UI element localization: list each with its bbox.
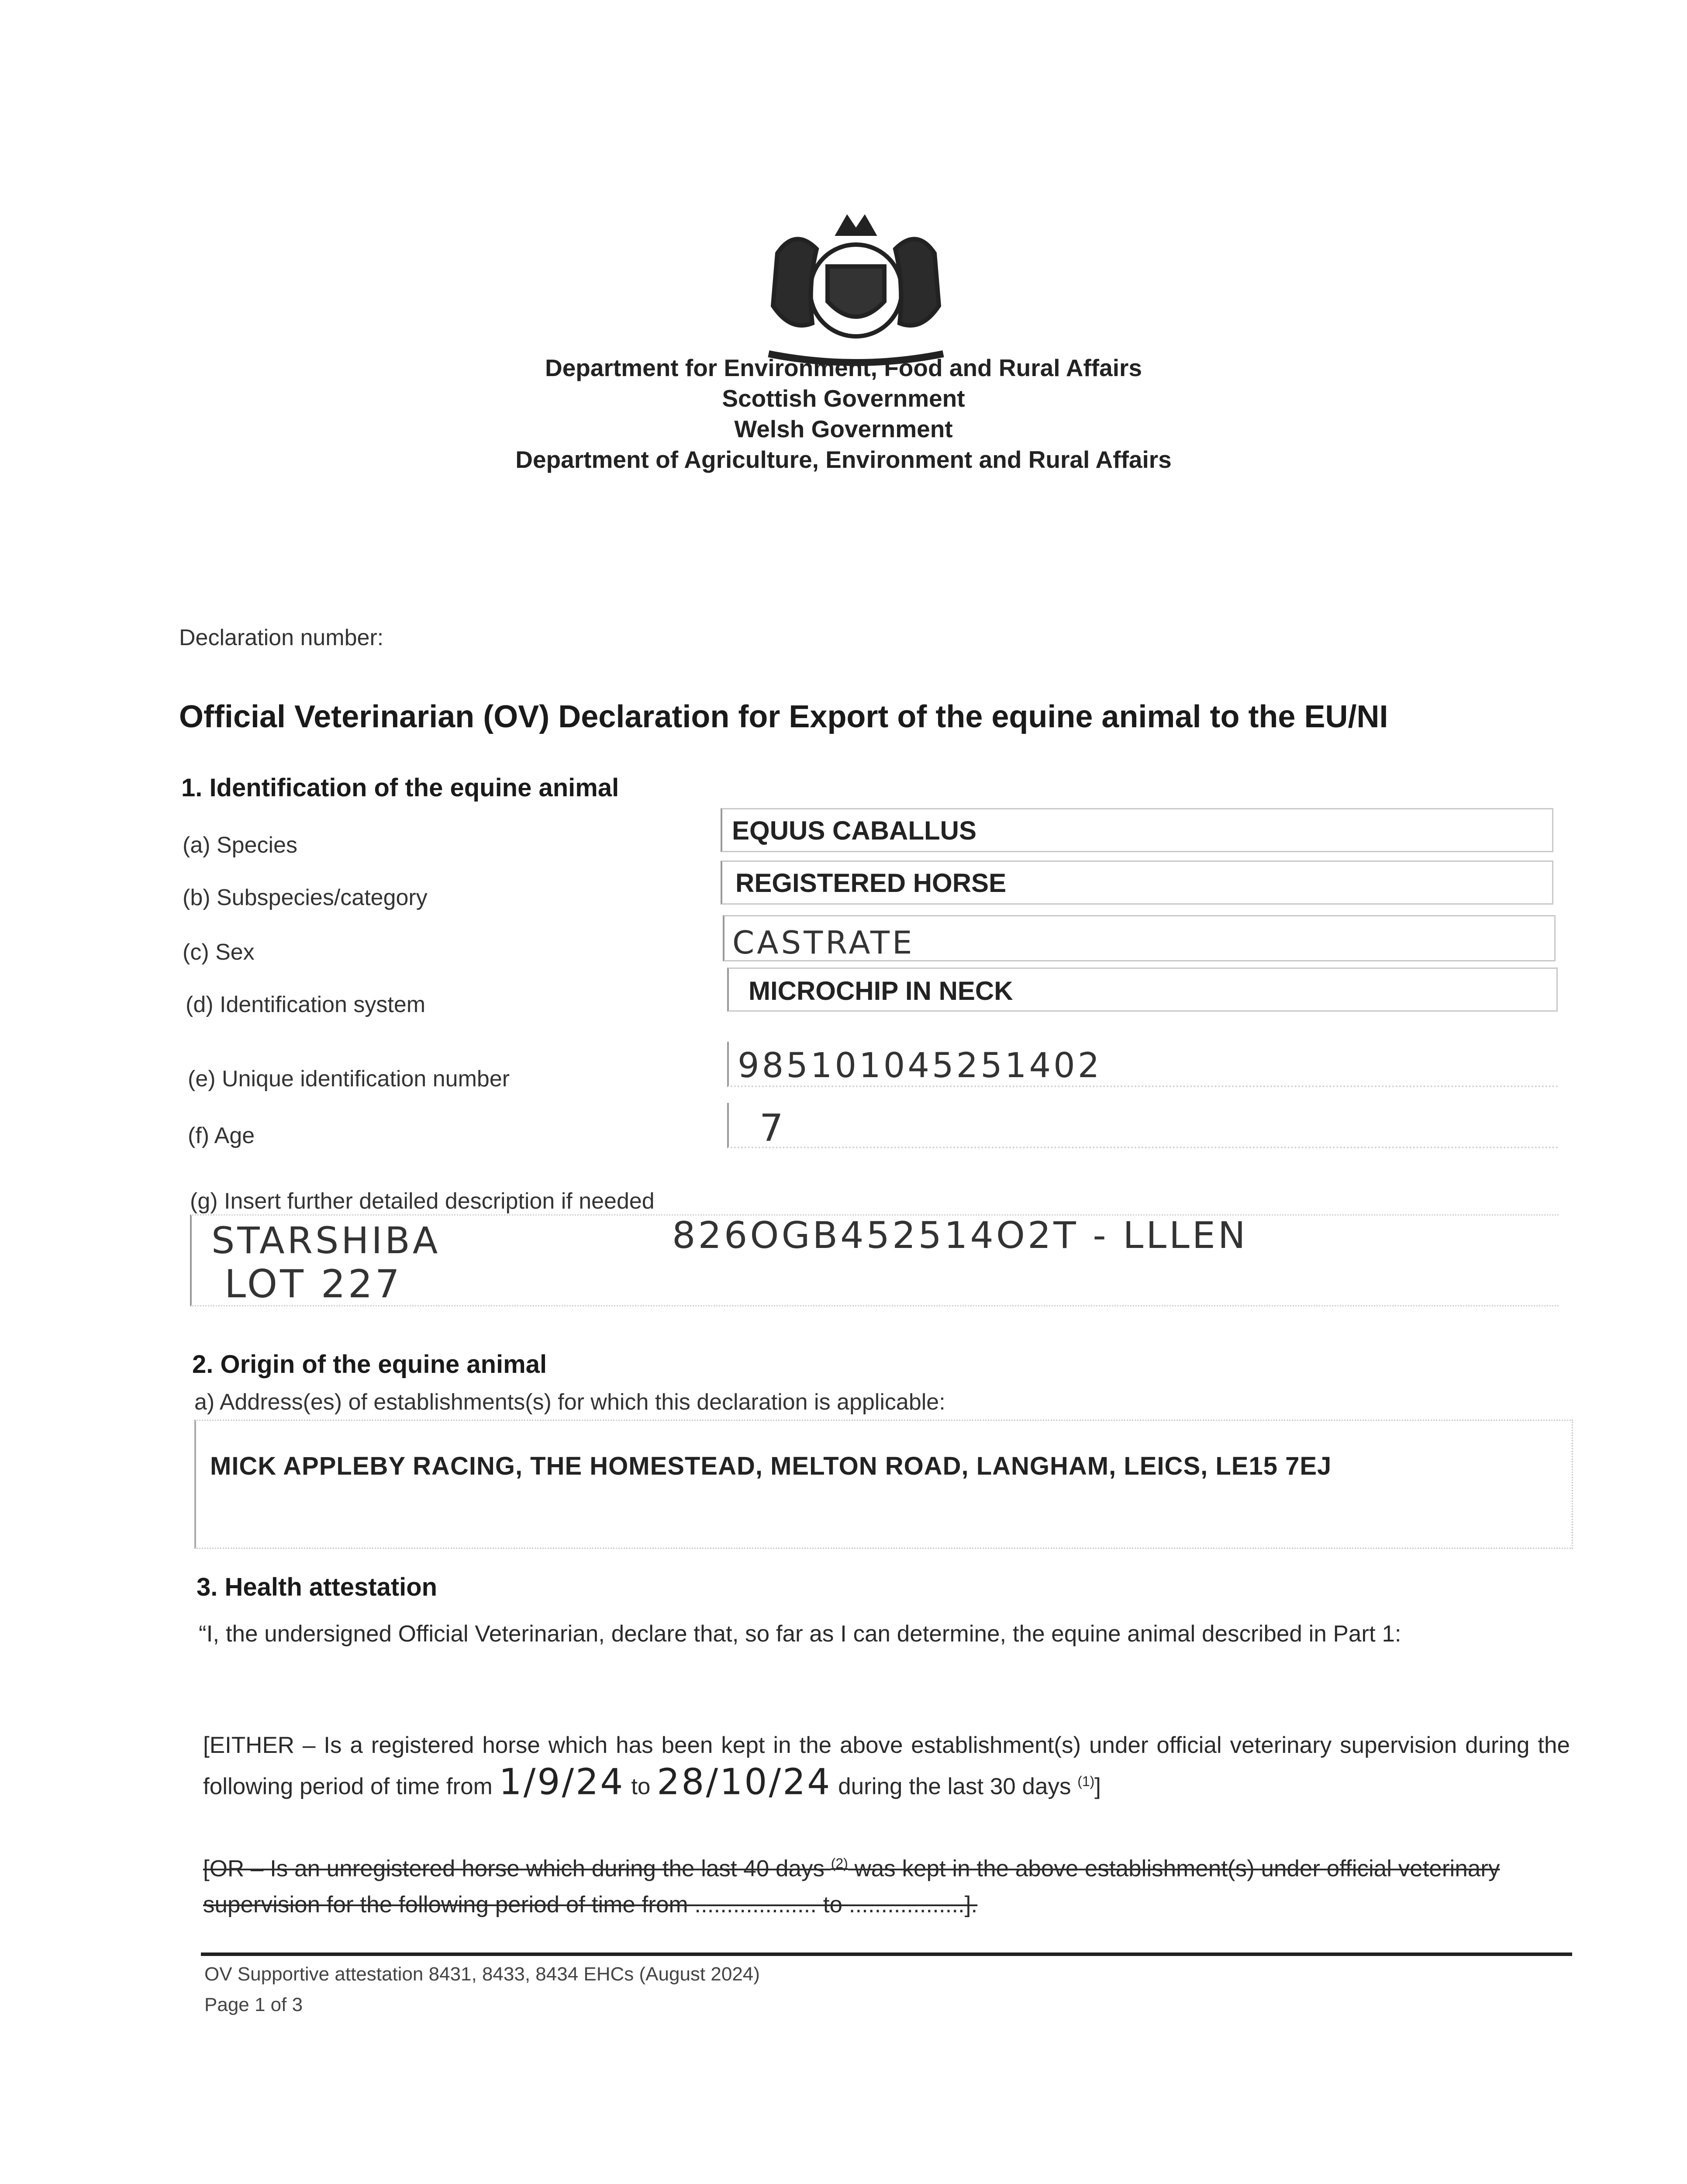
uid-field (727, 1042, 1559, 1087)
age-label: (f) Age (188, 1123, 255, 1148)
identification-system-field (727, 968, 1558, 1012)
footer-divider (201, 1952, 1572, 1956)
age-field (727, 1103, 1559, 1148)
to-date: 28/10/24 (657, 1761, 832, 1803)
address-label: a) Address(es) of establishments(s) for which this declaration is applicable: (194, 1389, 945, 1415)
address-box (194, 1420, 1573, 1549)
sex-label: (c) Sex (183, 940, 255, 965)
further-description-line-1: STARSHIBA (211, 1219, 441, 1262)
footer-attestation: OV Supportive attestation 8431, 8433, 8434 EHCs (August 2024) (204, 1963, 760, 1985)
health-intro: “I, the undersigned Official Veterinarian, declare that, so far as I can determine, the equine animal described in Part 1: (199, 1621, 1401, 1647)
species-label: (a) Species (183, 833, 297, 858)
further-description-box (190, 1214, 1559, 1306)
species-value: EQUUS CABALLUS (732, 816, 977, 845)
declaration-number-label: Declaration number: (179, 625, 384, 650)
further-description-label: (g) Insert further detailed description if needed (190, 1189, 655, 1214)
or-clause-tail: was kept in the above establishment(s) under official veterinary supervision for the following period of time from ................... to ..................]. (203, 1856, 1500, 1918)
further-description-line-2: 826OGB452514O2T - LLLEN (672, 1214, 1248, 1257)
footnote-1-ref: (1) (1077, 1773, 1095, 1789)
subspecies-field (721, 860, 1553, 905)
royal-coat-of-arms-icon (751, 192, 961, 376)
identification-system-label: (d) Identification system (186, 992, 426, 1017)
either-clause (203, 1728, 1570, 1805)
section-2-heading: 2. Origin of the equine animal (192, 1350, 547, 1379)
either-clause-text: [EITHER – Is a registered horse which has been kept in the above establishment(s) under official veterinary supervision during the following period of time from (203, 1732, 1570, 1800)
uid-label: (e) Unique identification number (188, 1066, 510, 1092)
either-clause-tail: during the last 30 days (838, 1773, 1071, 1800)
from-date: 1/9/24 (499, 1761, 625, 1803)
department-scottish-government: Scottish Government (722, 385, 965, 412)
section-1-heading: 1. Identification of the equine animal (181, 774, 619, 802)
sex-field (723, 915, 1556, 961)
department-welsh-government: Welsh Government (734, 415, 953, 442)
age-value: 7 (759, 1106, 786, 1150)
address-value: MICK APPLEBY RACING, THE HOMESTEAD, MELTON ROAD, LANGHAM, LEICS, LE15 7EJ (210, 1452, 1332, 1480)
page-title: Official Veterinarian (OV) Declaration for Export of the equine animal to the EU/NI (179, 699, 1388, 734)
further-description-line-3: LOT 227 (224, 1261, 402, 1306)
department-daera: Department of Agriculture, Environment and Rural Affairs (515, 446, 1172, 473)
subspecies-label: (b) Subspecies/category (183, 885, 428, 910)
footer-page-number: Page 1 of 3 (204, 1994, 303, 2015)
identification-system-value: MICROCHIP IN NECK (749, 976, 1013, 1006)
or-clause (203, 1845, 1570, 1923)
uid-value: 985101045251402 (738, 1046, 1102, 1085)
to-word: to (631, 1773, 651, 1800)
subspecies-value: REGISTERED HORSE (735, 868, 1007, 898)
species-field (721, 808, 1553, 852)
or-clause-text: [OR – Is an unregistered horse which during the last 40 days (203, 1856, 825, 1882)
department-defra: Department for Environment, Food and Rural Affairs (545, 354, 1142, 381)
sex-value: CASTRATE (732, 924, 915, 961)
footnote-2-ref: (2) (831, 1856, 848, 1871)
section-3-heading: 3. Health attestation (197, 1573, 438, 1601)
either-clause-close: ] (1094, 1773, 1101, 1800)
